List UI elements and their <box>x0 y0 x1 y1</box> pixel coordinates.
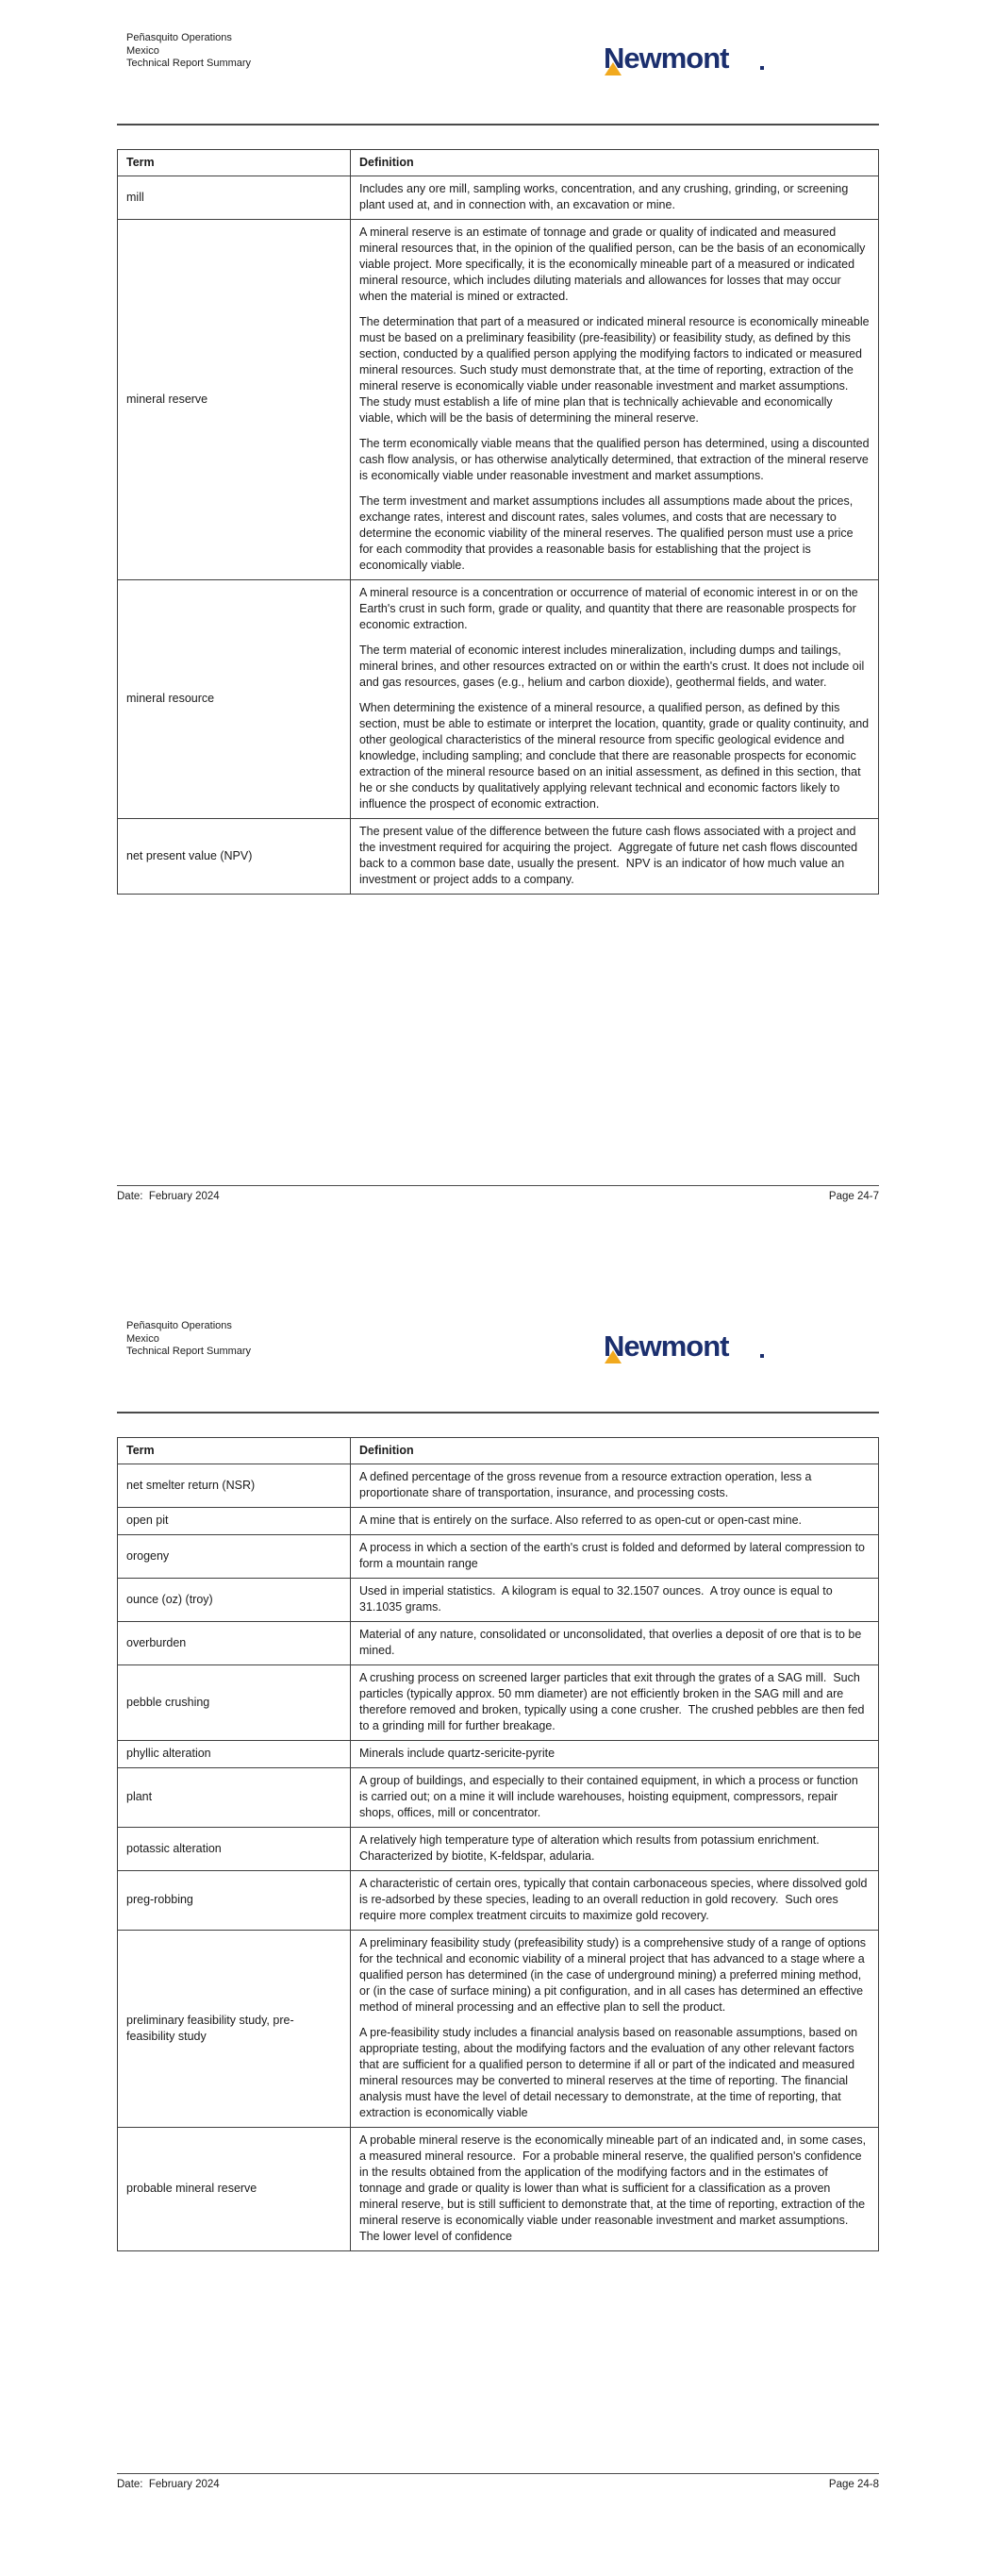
glossary-table-page-1 <box>117 149 879 895</box>
term-cell: orogeny <box>118 1535 351 1579</box>
definition-paragraph: Minerals include quartz-sericite-pyrite <box>359 1747 556 1760</box>
definition-cell <box>351 1622 879 1665</box>
header-line-operations: Peñasquito Operations <box>126 1320 232 1331</box>
definition-cell <box>351 1871 879 1931</box>
glossary-row <box>118 1871 879 1931</box>
glossary-row <box>118 1665 879 1741</box>
definition-cell <box>351 1828 879 1871</box>
definition-paragraph: A crushing process on screened larger particles that exit through the grates of a SAG mill. Such particles (typically approx. 50 mm diameter) are not efficiently broken in the SAG mill and are therefore removed and broken, typically using a cone crusher. The crushed pebbles are then fed to a grinding mill for further breakage. <box>359 1671 868 1732</box>
definition-paragraph: A characteristic of certain ores, typically that contain carbonaceous species, where dissolved gold is re-adsorbed by these species, leading to an overall reduction in gold recovery. Such ores require more complex treatment circuits to maximize gold recovery. <box>359 1877 871 1922</box>
header-line-country: Mexico <box>126 1332 159 1345</box>
page-header <box>126 32 251 71</box>
definition-paragraph: A pre-feasibility study includes a financial analysis based on reasonable assumptions, based on appropriate testing, about the modifying factors and the evaluation of any other relevant factors that are sufficient for a qualified person to determine if all or part of the indicated and measured mineral resources may be converted to mineral reserves at the time of reporting. The financial analysis must have the level of detail necessary to demonstrate, at the time of reporting, that extraction is economically viable <box>359 2026 861 2119</box>
definition-paragraph: A group of buildings, and especially to their contained equipment, in which a process or function is carried out; on a mine it will include warehouses, hoisting equipment, compressors, repair shops, offices, mill or concentrator. <box>359 1774 862 1819</box>
header-divider <box>117 124 879 125</box>
glossary-row <box>118 580 879 819</box>
definition-paragraph: The term economically viable means that the qualified person has determined, using a discounted cash flow analysis, or has otherwise analytically determined, that extraction of the mineral reserve is economically viable under reasonable investment and market assumptions. <box>359 437 873 482</box>
term-cell: mill <box>118 176 351 220</box>
header-divider <box>117 1412 879 1413</box>
definition-paragraph: A defined percentage of the gross revenue from a resource extraction operation, less a proportionate share of transportation, insurance, and processing costs. <box>359 1470 815 1499</box>
definition-cell <box>351 1741 879 1768</box>
glossary-row <box>118 1579 879 1622</box>
definition-paragraph: The term investment and market assumptions includes all assumptions made about the prices, exchange rates, interest and discount rates, sales volumes, and costs that are necessary to determine the economic viability of the mineral reserves. The qualified person must use a price for each commodity that provides a reasonable basis for establishing that the project is economically viable. <box>359 494 857 572</box>
definition-paragraph: When determining the existence of a mineral resource, a qualified person, as defined by this section, must be able to estimate or interpret the location, quantity, grade or quality continuity, and other geological characteristics of the mineral resource from specific geological evidence and knowledge, including sampling; and conclude that there are reasonable prospects for economic extraction of the mineral resource based on an initial assessment, as defined in this section, that he or she conducts by qualitatively applying relevant technical and economic factors likely to influence the prospect of economic extraction. <box>359 701 872 811</box>
definition-paragraph: The determination that part of a measured or indicated mineral resource is economically mineable must be based on a preliminary feasibility (pre-feasibility) or feasibility study, as defined by this section, conducted by a qualified person applying the modifying factors to indicated or measured mineral resources. Such study must demonstrate that, at the time of reporting, extraction of the mineral reserve is economically viable under reasonable investment and market assumptions. The study must establish a life of mine plan that is technically achievable and economically viable, which will be the basis of determining the mineral reserve. <box>359 315 873 425</box>
definition-paragraph: A process in which a section of the earth's crust is folded and deformed by lateral compression to form a mountain range <box>359 1541 869 1570</box>
term-cell: net smelter return (NSR) <box>118 1464 351 1508</box>
definition-cell <box>351 220 879 580</box>
term-cell: phyllic alteration <box>118 1741 351 1768</box>
definition-paragraph: The present value of the difference between the future cash flows associated with a project and the investment required for acquiring the project. Aggregate of future net cash flows discounted back to a common base date, usually the present. NPV is an indicator of how much value an investment or project adds to a company. <box>359 825 861 886</box>
definition-cell <box>351 1768 879 1828</box>
newmont-logo <box>604 1330 783 1369</box>
glossary-row <box>118 1828 879 1871</box>
newmont-logo <box>604 42 783 81</box>
definition-cell <box>351 1508 879 1535</box>
glossary-header-row <box>118 150 879 176</box>
footer-date: Date: February 2024 <box>117 1191 220 1202</box>
definition-paragraph: The term material of economic interest includes mineralization, including dumps and tailings, mineral brines, and other resources extracted on or within the earth's crust. It does not include oil and gas resources, gases (e.g., helium and carbon dioxide), geothermal fields, and water. <box>359 644 868 689</box>
glossary-row <box>118 819 879 895</box>
glossary-header-row <box>118 1438 879 1464</box>
glossary-row <box>118 1741 879 1768</box>
glossary-row <box>118 176 879 220</box>
term-cell: pebble crushing <box>118 1665 351 1741</box>
page-header <box>126 1320 251 1359</box>
term-cell: mineral resource <box>118 580 351 819</box>
definition-cell <box>351 1665 879 1741</box>
definition-paragraph: A mineral reserve is an estimate of tonnage and grade or quality of indicated and measured mineral resources that, in the opinion of the qualified person, can be the basis of an economically viable project. More specifically, it is the economically mineable part of a measured or indicated mineral resource, which includes diluting materials and allowances for losses that may occur when the material is mined or extracted. <box>359 226 869 303</box>
definition-cell <box>351 1931 879 2128</box>
definition-cell <box>351 1535 879 1579</box>
header-line-report-type: Technical Report Summary <box>126 1346 252 1357</box>
definition-column-header: Definition <box>351 150 879 176</box>
term-column-header: Term <box>118 150 351 176</box>
term-cell: mineral reserve <box>118 220 351 580</box>
definition-paragraph: A mineral resource is a concentration or occurrence of material of economic interest in or on the Earth's crust in such form, grade or quality, and quantity that there are reasonable prospects for economic extraction. <box>359 586 862 631</box>
footer-date: Date: February 2024 <box>117 2479 220 2490</box>
term-cell: open pit <box>118 1508 351 1535</box>
definition-paragraph: Used in imperial statistics. A kilogram is equal to 32.1507 ounces. A troy ounce is equal to 31.1035 grams. <box>359 1584 837 1614</box>
header-line-country: Mexico <box>126 44 159 57</box>
header-line-report-type: Technical Report Summary <box>126 58 252 69</box>
page-footer <box>117 2473 879 2490</box>
glossary-row <box>118 1622 879 1665</box>
definition-paragraph: A mine that is entirely on the surface. Also referred to as open-cut or open-cast mine. <box>359 1514 802 1527</box>
term-column-header: Term <box>118 1438 351 1464</box>
term-cell: ounce (oz) (troy) <box>118 1579 351 1622</box>
glossary-table-page-2 <box>117 1437 879 2251</box>
page-footer <box>117 1185 879 1202</box>
definition-paragraph: Includes any ore mill, sampling works, concentration, and any crushing, grinding, or screening plant used at, and in connection with, an excavation or mine. <box>359 182 852 211</box>
definition-cell <box>351 2128 879 2251</box>
newmont-logo-wordmark: Newmont <box>604 42 729 75</box>
term-cell: net present value (NPV) <box>118 819 351 895</box>
definition-paragraph: A relatively high temperature type of alteration which results from potassium enrichment. Characterized by biotite, K-feldspar, adularia. <box>359 1833 826 1863</box>
term-cell: overburden <box>118 1622 351 1665</box>
glossary-row <box>118 1931 879 2128</box>
definition-paragraph: Material of any nature, consolidated or unconsolidated, that overlies a deposit of ore that is to be mined. <box>359 1628 865 1657</box>
definition-cell <box>351 176 879 220</box>
definition-cell <box>351 1464 879 1508</box>
term-cell: probable mineral reserve <box>118 2128 351 2251</box>
definition-cell <box>351 580 879 819</box>
document-page-2 <box>0 1288 995 2576</box>
glossary-row <box>118 1535 879 1579</box>
glossary-row <box>118 2128 879 2251</box>
header-line-operations: Peñasquito Operations <box>126 32 232 43</box>
term-cell: potassic alteration <box>118 1828 351 1871</box>
term-cell: preliminary feasibility study, pre-feasibility study <box>118 1931 351 2128</box>
newmont-logo-trademark-dot <box>760 66 764 70</box>
definition-paragraph: A preliminary feasibility study (prefeasibility study) is a comprehensive study of a range of options for the technical and economic viability of a mineral project that has advanced to a stage where a qualified person has determined (in the case of underground mining) a preferred mining method, or (in the case of surface mining) a pit configuration, and in all cases has determined an effective method of mineral processing and an effective plan to sell the product. <box>359 1936 870 2014</box>
glossary-row <box>118 1768 879 1828</box>
newmont-logo-wordmark: Newmont <box>604 1330 729 1363</box>
footer-page-number: Page 24-8 <box>828 2479 879 2490</box>
definition-paragraph: A probable mineral reserve is the economically mineable part of an indicated and, in some cases, a measured mineral resource. For a probable mineral reserve, the qualified person's confidence in the results obtained from the application of the modifying factors and in the estimates of tonnage and grade or quality is lower than what is sufficient for a classification as a proven mineral reserve, but is still sufficient to demonstrate that, at the time of reporting, extraction of the mineral reserve is economically viable under reasonable investment and market assumptions. The lower level of confidence <box>359 2133 870 2243</box>
glossary-row <box>118 1508 879 1535</box>
footer-page-number: Page 24-7 <box>828 1191 879 1202</box>
glossary-row <box>118 220 879 580</box>
glossary-row <box>118 1464 879 1508</box>
term-cell: preg-robbing <box>118 1871 351 1931</box>
definition-cell <box>351 819 879 895</box>
definition-column-header: Definition <box>351 1438 879 1464</box>
definition-cell <box>351 1579 879 1622</box>
term-cell: plant <box>118 1768 351 1828</box>
newmont-logo-trademark-dot <box>760 1354 764 1358</box>
